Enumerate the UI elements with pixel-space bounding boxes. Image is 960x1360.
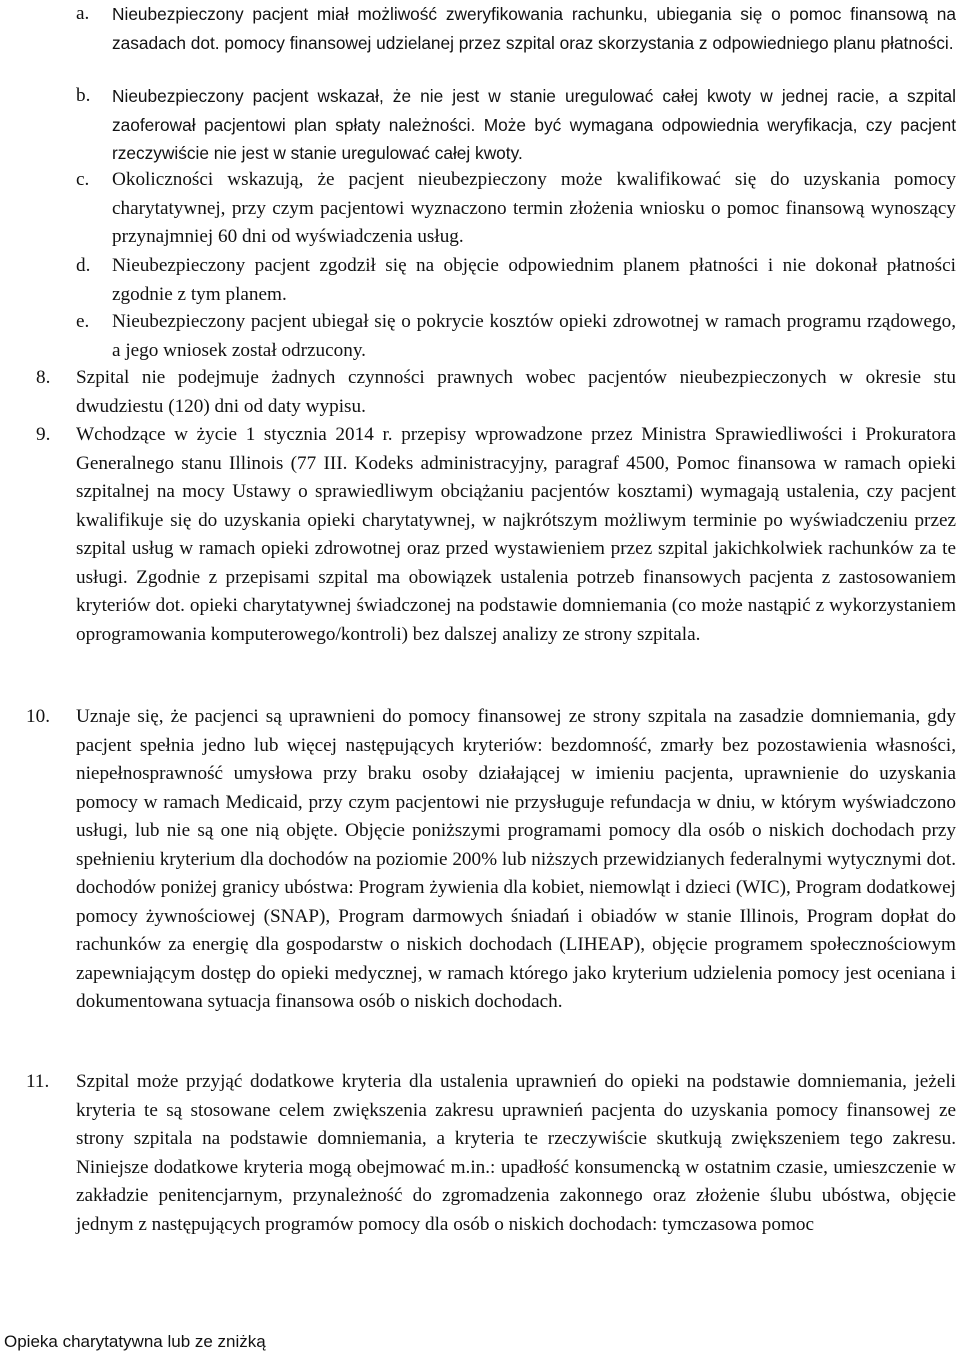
page-footer: Opieka charytatywna lub ze zniżką (4, 1332, 266, 1351)
item-marker: b. (76, 85, 91, 106)
item-text: Nieubezpieczony pacjent ubiegał się o pokrycie kosztów opieki zdrowotnej w ramach programu rządowego, a jego wniosek został odrzucony. (112, 311, 956, 361)
item-text: Nieubezpieczony pacjent miał możliwość zweryfikowania rachunku, ubiegania się o pomoc finansową na zasadach dot. pomocy finansowej udzielanej przez szpital oraz skorzystania z odpowiedniego planu płatności. (112, 4, 956, 53)
item-text: Szpital może przyjąć dodatkowe kryteria dla ustalenia uprawnień do opieki na podstawie domniemania, jeżeli kryteria te są stosowane celem zwiększenia zakresu uprawnień pacjenta do uzyskania pomocy finansowej ze strony szpitala na podstawie domniemania, a kryteria te rzeczywiście skutkują zwiększeniem tego zakresu. Niniejsze dodatkowe kryteria mogą obejmować m.in.: upadłość konsumencką w ostatnim czasie, umieszczenie w zakładzie penitencjarnym, przynależność do zgromadzenia zakonnego oraz złożenie ślubu ubóstwa, objęcie jednym z następujących programów pomocy dla osób o niskich dochodach: tymczasowa pomoc (76, 1071, 956, 1235)
item-marker: e. (76, 311, 90, 332)
item-text: Wchodzące w życie 1 stycznia 2014 r. przepisy wprowadzone przez Ministra Sprawiedliwości i Prokuratora Generalnego stanu Illinois (77 III. Kodeks administracyjny, paragraf 4500, Pomoc finansowa w ramach opieki szpitalnej na mocy Ustawy o sprawiedliwym obciążaniu pacjentów kosztami) wymagają ustalenia, czy pacjent kwalifikuje się do uzyskania opieki charytatywnej, w najkrótszym możliwym terminie po wyświadczeniu przez szpital usług w ramach opieki zdrowotnej oraz przed wystawieniem przez szpital jakichkolwiek rachunków za te usługi. Zgodnie z przepisami szpital ma obowiązek ustalenia potrzeb finansowych pacjenta z zastosowaniem kryteriów dot. opieki charytatywnej świadczonej na podstawie domniemania (co może nastąpić z wykorzystaniem oprogramowania komputerowego/kontroli) bez dalszej analizy ze strony szpitala. (76, 424, 956, 645)
item-text: Szpital nie podejmuje żadnych czynności prawnych wobec pacjentów nieubezpieczonych w okresie stu dwudziestu (120) dni od daty wypisu. (76, 367, 956, 417)
item-marker: 11. (26, 1071, 50, 1092)
item-text: Okoliczności wskazują, że pacjent nieubezpieczony może kwalifikować się do uzyskania pomocy charytatywnej, przy czym pacjentowi wyznaczono termin złożenia wniosku o pomoc finansową wynoszący przynajmniej 60 dni od wyświadczenia usług. (112, 169, 956, 247)
item-marker: 8. (36, 367, 51, 388)
item-marker: a. (76, 3, 90, 24)
item-text: Nieubezpieczony pacjent zgodził się na objęcie odpowiednim planem płatności i nie dokonał płatności zgodnie z tym planem. (112, 255, 956, 305)
item-text: Uznaje się, że pacjenci są uprawnieni do pomocy finansowej ze strony szpitala na zasadzie domniemania, gdy pacjent spełnia jedno lub więcej następujących kryteriów: bezdomność, zmarły bez pozostawienia własności, niepełnosprawność umysłowa przy braku osoby działającej w imieniu pacjenta, uprawnienie do uzyskania pomocy w ramach Medicaid, przy czym pacjentowi nie przysługuje refundacja w dniu, w którym wyświadczono usługi, lub nie są one nią objęte. Objęcie poniższymi programami pomocy dla osób o niskich dochodach przy spełnieniu kryterium dla dochodów na poziomie 200% lub niższych przewidzianych federalnymi wytycznymi dot. dochodów poniżej granicy ubóstwa: Program żywienia dla kobiet, niemowląt i dzieci (WIC), Program dodatkowej pomocy żywnościowej (SNAP), Program darmowych śniadań i obiadów w stanie Illinois, Program dopłat do rachunków za energię dla gospodarstw o niskich dochodach (LIHEAP), objęcie programem społecznościowym zapewniającym dostęp do opieki medycznej, w ramach którego jako kryterium udzielenia pomocy jest oceniana i dokumentowana sytuacja finansowa osób o niskich dochodach. (76, 706, 956, 1012)
item-marker: 9. (36, 424, 51, 445)
item-marker: 10. (26, 706, 50, 727)
item-marker: c. (76, 169, 90, 190)
item-marker: d. (76, 255, 91, 276)
item-text: Nieubezpieczony pacjent wskazał, że nie jest w stanie uregulować całej kwoty w jednej racie, a szpital zaoferował pacjentowi plan spłaty należności. Może być wymagana odpowiednia weryfikacja, czy pacjent rzeczywiście nie jest w stanie uregulować całej kwoty. (112, 86, 956, 163)
